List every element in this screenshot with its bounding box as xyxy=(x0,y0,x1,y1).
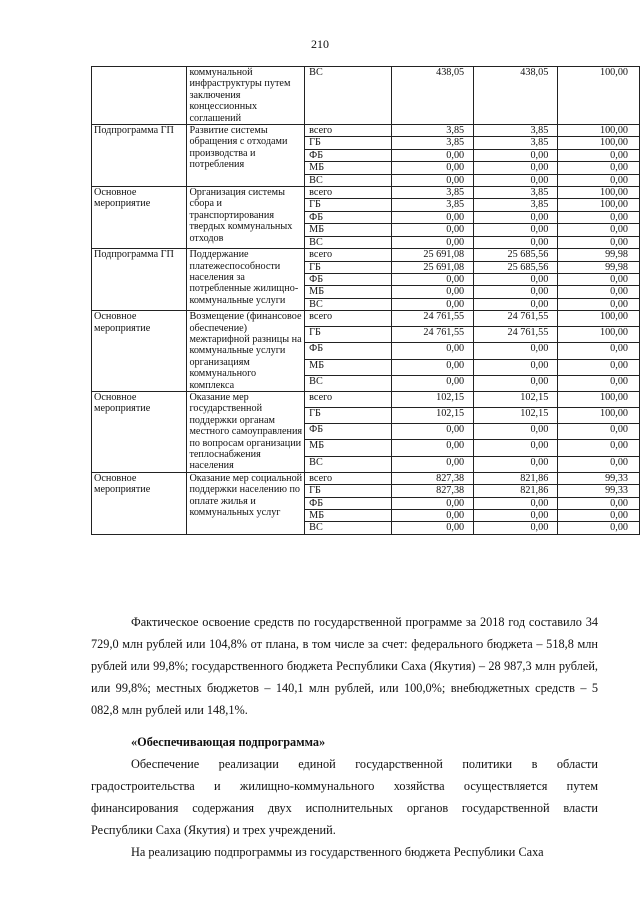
plan-amount-cell: 0,00 xyxy=(391,343,473,359)
funding-source-cell: ФБ xyxy=(305,424,392,440)
fact-amount-cell: 0,00 xyxy=(474,424,558,440)
subheading-support-subprogram: «Обеспечивающая подпрограмма» xyxy=(131,735,326,749)
plan-amount-cell: 0,00 xyxy=(391,211,473,223)
percent-cell: 99,98 xyxy=(558,249,640,261)
percent-cell: 100,00 xyxy=(558,327,640,343)
funding-source-cell: ВС xyxy=(305,456,392,472)
percent-cell: 100,00 xyxy=(558,137,640,149)
percent-cell: 100,00 xyxy=(558,311,640,327)
table-row xyxy=(92,249,640,261)
plan-amount-cell: 3,85 xyxy=(391,187,473,199)
program-name-cell: Основное мероприятие xyxy=(92,472,187,534)
percent-cell: 100,00 xyxy=(558,67,640,125)
table-row xyxy=(92,67,640,125)
funding-source-cell: ФБ xyxy=(305,497,392,509)
plan-amount-cell: 827,38 xyxy=(391,485,473,497)
funding-source-cell: ФБ xyxy=(305,211,392,223)
table-row xyxy=(92,187,640,199)
fact-amount-cell: 0,00 xyxy=(474,456,558,472)
fact-amount-cell: 3,85 xyxy=(474,187,558,199)
paragraph-actual-spending: Фактическое освоение средств по государственной программе за 2018 год составило 34 729,0 млн рублей или 104,8% от плана, в том числе за счет: федерального бюджета – 518,8 млн рублей или 99,8%; государственного бюджета Республики Саха (Якутия) – 28 987,3 млн рублей, или 99,8%; местных бюджетов – 140,1 млн рублей, или 100,0%; внебюджетных средств – 5 082,8 млн рублей или 148,1%. xyxy=(91,615,598,717)
program-description-cell: Возмещение (финансовое обеспечение) межтарифной разницы на коммунальные услуги организациям коммунального комплекса xyxy=(187,311,305,392)
funding-source-cell: ГБ xyxy=(305,199,392,211)
funding-source-cell: всего xyxy=(305,249,392,261)
percent-cell: 0,00 xyxy=(558,286,640,298)
percent-cell: 0,00 xyxy=(558,456,640,472)
funding-source-cell: МБ xyxy=(305,440,392,456)
plan-amount-cell: 0,00 xyxy=(391,497,473,509)
program-name-cell: Подпрограмма ГП xyxy=(92,125,187,187)
percent-cell: 0,00 xyxy=(558,174,640,186)
fact-amount-cell: 0,00 xyxy=(474,174,558,186)
fact-amount-cell: 0,00 xyxy=(474,440,558,456)
plan-amount-cell: 0,00 xyxy=(391,510,473,522)
funding-source-cell: всего xyxy=(305,391,392,407)
plan-amount-cell: 0,00 xyxy=(391,298,473,310)
funding-source-cell: ВС xyxy=(305,298,392,310)
fact-amount-cell: 438,05 xyxy=(474,67,558,125)
fact-amount-cell: 0,00 xyxy=(474,298,558,310)
fact-amount-cell: 25 685,56 xyxy=(474,249,558,261)
fact-amount-cell: 0,00 xyxy=(474,343,558,359)
percent-cell: 100,00 xyxy=(558,408,640,424)
fact-amount-cell: 0,00 xyxy=(474,497,558,509)
plan-amount-cell: 0,00 xyxy=(391,424,473,440)
plan-amount-cell: 0,00 xyxy=(391,236,473,248)
fact-amount-cell: 3,85 xyxy=(474,137,558,149)
fact-amount-cell: 0,00 xyxy=(474,224,558,236)
plan-amount-cell: 0,00 xyxy=(391,522,473,534)
funding-source-cell: ГБ xyxy=(305,261,392,273)
percent-cell: 0,00 xyxy=(558,440,640,456)
percent-cell: 0,00 xyxy=(558,510,640,522)
fact-amount-cell: 0,00 xyxy=(474,522,558,534)
funding-source-cell: ВС xyxy=(305,522,392,534)
program-name-cell: Подпрограмма ГП xyxy=(92,249,187,311)
funding-source-cell: ГБ xyxy=(305,327,392,343)
fact-amount-cell: 0,00 xyxy=(474,236,558,248)
funding-source-cell: ВС xyxy=(305,375,392,391)
plan-amount-cell: 3,85 xyxy=(391,199,473,211)
percent-cell: 0,00 xyxy=(558,273,640,285)
funding-source-cell: всего xyxy=(305,472,392,484)
plan-amount-cell: 0,00 xyxy=(391,224,473,236)
table-row xyxy=(92,472,640,484)
program-description-cell: Организация системы сбора и транспортирования твердых коммунальных отходов xyxy=(187,187,305,249)
plan-amount-cell: 827,38 xyxy=(391,472,473,484)
percent-cell: 99,98 xyxy=(558,261,640,273)
percent-cell: 0,00 xyxy=(558,359,640,375)
percent-cell: 0,00 xyxy=(558,424,640,440)
funding-source-cell: ГБ xyxy=(305,408,392,424)
fact-amount-cell: 102,15 xyxy=(474,408,558,424)
paragraph-policy-implementation: Обеспечение реализации единой государственной политики в области градостроительства и жилищно-коммунального хозяйства осуществляется путем финансирования содержания двух исполнительных органов государственной власти Республики Саха (Якутия) и трех учреждений. xyxy=(91,757,598,837)
plan-amount-cell: 0,00 xyxy=(391,162,473,174)
plan-amount-cell: 0,00 xyxy=(391,286,473,298)
funding-source-cell: МБ xyxy=(305,510,392,522)
plan-amount-cell: 0,00 xyxy=(391,273,473,285)
plan-amount-cell: 3,85 xyxy=(391,125,473,137)
plan-amount-cell: 0,00 xyxy=(391,174,473,186)
plan-amount-cell: 0,00 xyxy=(391,440,473,456)
funding-source-cell: ФБ xyxy=(305,343,392,359)
funding-source-cell: всего xyxy=(305,311,392,327)
program-name-cell: Основное мероприятие xyxy=(92,311,187,392)
program-description-cell: Развитие системы обращения с отходами производства и потребления xyxy=(187,125,305,187)
plan-amount-cell: 24 761,55 xyxy=(391,311,473,327)
funding-source-cell: ВС xyxy=(305,236,392,248)
fact-amount-cell: 0,00 xyxy=(474,162,558,174)
percent-cell: 100,00 xyxy=(558,187,640,199)
percent-cell: 0,00 xyxy=(558,211,640,223)
plan-amount-cell: 3,85 xyxy=(391,137,473,149)
fact-amount-cell: 3,85 xyxy=(474,125,558,137)
plan-amount-cell: 102,15 xyxy=(391,408,473,424)
table-row xyxy=(92,125,640,137)
funding-source-cell: ГБ xyxy=(305,137,392,149)
plan-amount-cell: 102,15 xyxy=(391,391,473,407)
fact-amount-cell: 0,00 xyxy=(474,286,558,298)
prose-block-2 xyxy=(91,718,598,863)
funding-source-cell: всего xyxy=(305,187,392,199)
funding-source-cell: ГБ xyxy=(305,485,392,497)
fact-amount-cell: 0,00 xyxy=(474,211,558,223)
plan-amount-cell: 0,00 xyxy=(391,149,473,161)
funding-source-cell: ВС xyxy=(305,67,392,125)
percent-cell: 0,00 xyxy=(558,497,640,509)
plan-amount-cell: 0,00 xyxy=(391,359,473,375)
fact-amount-cell: 102,15 xyxy=(474,391,558,407)
percent-cell: 0,00 xyxy=(558,236,640,248)
program-description-cell: коммунальной инфраструктуры путем заключения концессионных соглашений xyxy=(187,67,305,125)
percent-cell: 99,33 xyxy=(558,472,640,484)
funding-source-cell: ФБ xyxy=(305,273,392,285)
plan-amount-cell: 24 761,55 xyxy=(391,327,473,343)
program-description-cell: Оказание мер социальной поддержки населению по оплате жилья и коммунальных услуг xyxy=(187,472,305,534)
fact-amount-cell: 0,00 xyxy=(474,273,558,285)
funding-source-cell: ВС xyxy=(305,174,392,186)
table-row xyxy=(92,391,640,407)
funding-source-cell: всего xyxy=(305,125,392,137)
percent-cell: 0,00 xyxy=(558,224,640,236)
plan-amount-cell: 25 691,08 xyxy=(391,261,473,273)
plan-amount-cell: 438,05 xyxy=(391,67,473,125)
percent-cell: 0,00 xyxy=(558,522,640,534)
paragraph-subprogram-funding: На реализацию подпрограммы из государственного бюджета Республики Саха xyxy=(131,845,544,859)
percent-cell: 0,00 xyxy=(558,149,640,161)
program-description-cell: Оказание мер государственной поддержки органам местного самоуправления по вопросам организации теплоснабжения населения xyxy=(187,391,305,472)
fact-amount-cell: 0,00 xyxy=(474,375,558,391)
percent-cell: 100,00 xyxy=(558,199,640,211)
program-name-cell: Основное мероприятие xyxy=(92,391,187,472)
fact-amount-cell: 25 685,56 xyxy=(474,261,558,273)
fact-amount-cell: 3,85 xyxy=(474,199,558,211)
funding-source-cell: МБ xyxy=(305,359,392,375)
budget-table xyxy=(91,66,640,535)
fact-amount-cell: 821,86 xyxy=(474,472,558,484)
program-description-cell: Поддержание платежеспособности населения за потребленные жилищно-коммунальные услуги xyxy=(187,249,305,311)
funding-source-cell: МБ xyxy=(305,162,392,174)
percent-cell: 100,00 xyxy=(558,125,640,137)
percent-cell: 0,00 xyxy=(558,298,640,310)
funding-source-cell: МБ xyxy=(305,286,392,298)
percent-cell: 0,00 xyxy=(558,375,640,391)
percent-cell: 99,33 xyxy=(558,485,640,497)
percent-cell: 100,00 xyxy=(558,391,640,407)
percent-cell: 0,00 xyxy=(558,343,640,359)
budget-table-body xyxy=(92,67,640,535)
prose-block-1 xyxy=(91,611,598,721)
table-row xyxy=(92,311,640,327)
percent-cell: 0,00 xyxy=(558,162,640,174)
program-name-cell: Основное мероприятие xyxy=(92,187,187,249)
fact-amount-cell: 0,00 xyxy=(474,359,558,375)
funding-source-cell: МБ xyxy=(305,224,392,236)
fact-amount-cell: 821,86 xyxy=(474,485,558,497)
page-number: 210 xyxy=(311,37,329,51)
plan-amount-cell: 0,00 xyxy=(391,456,473,472)
fact-amount-cell: 0,00 xyxy=(474,510,558,522)
program-name-cell xyxy=(92,67,187,125)
plan-amount-cell: 25 691,08 xyxy=(391,249,473,261)
fact-amount-cell: 0,00 xyxy=(474,149,558,161)
funding-source-cell: ФБ xyxy=(305,149,392,161)
fact-amount-cell: 24 761,55 xyxy=(474,311,558,327)
plan-amount-cell: 0,00 xyxy=(391,375,473,391)
fact-amount-cell: 24 761,55 xyxy=(474,327,558,343)
